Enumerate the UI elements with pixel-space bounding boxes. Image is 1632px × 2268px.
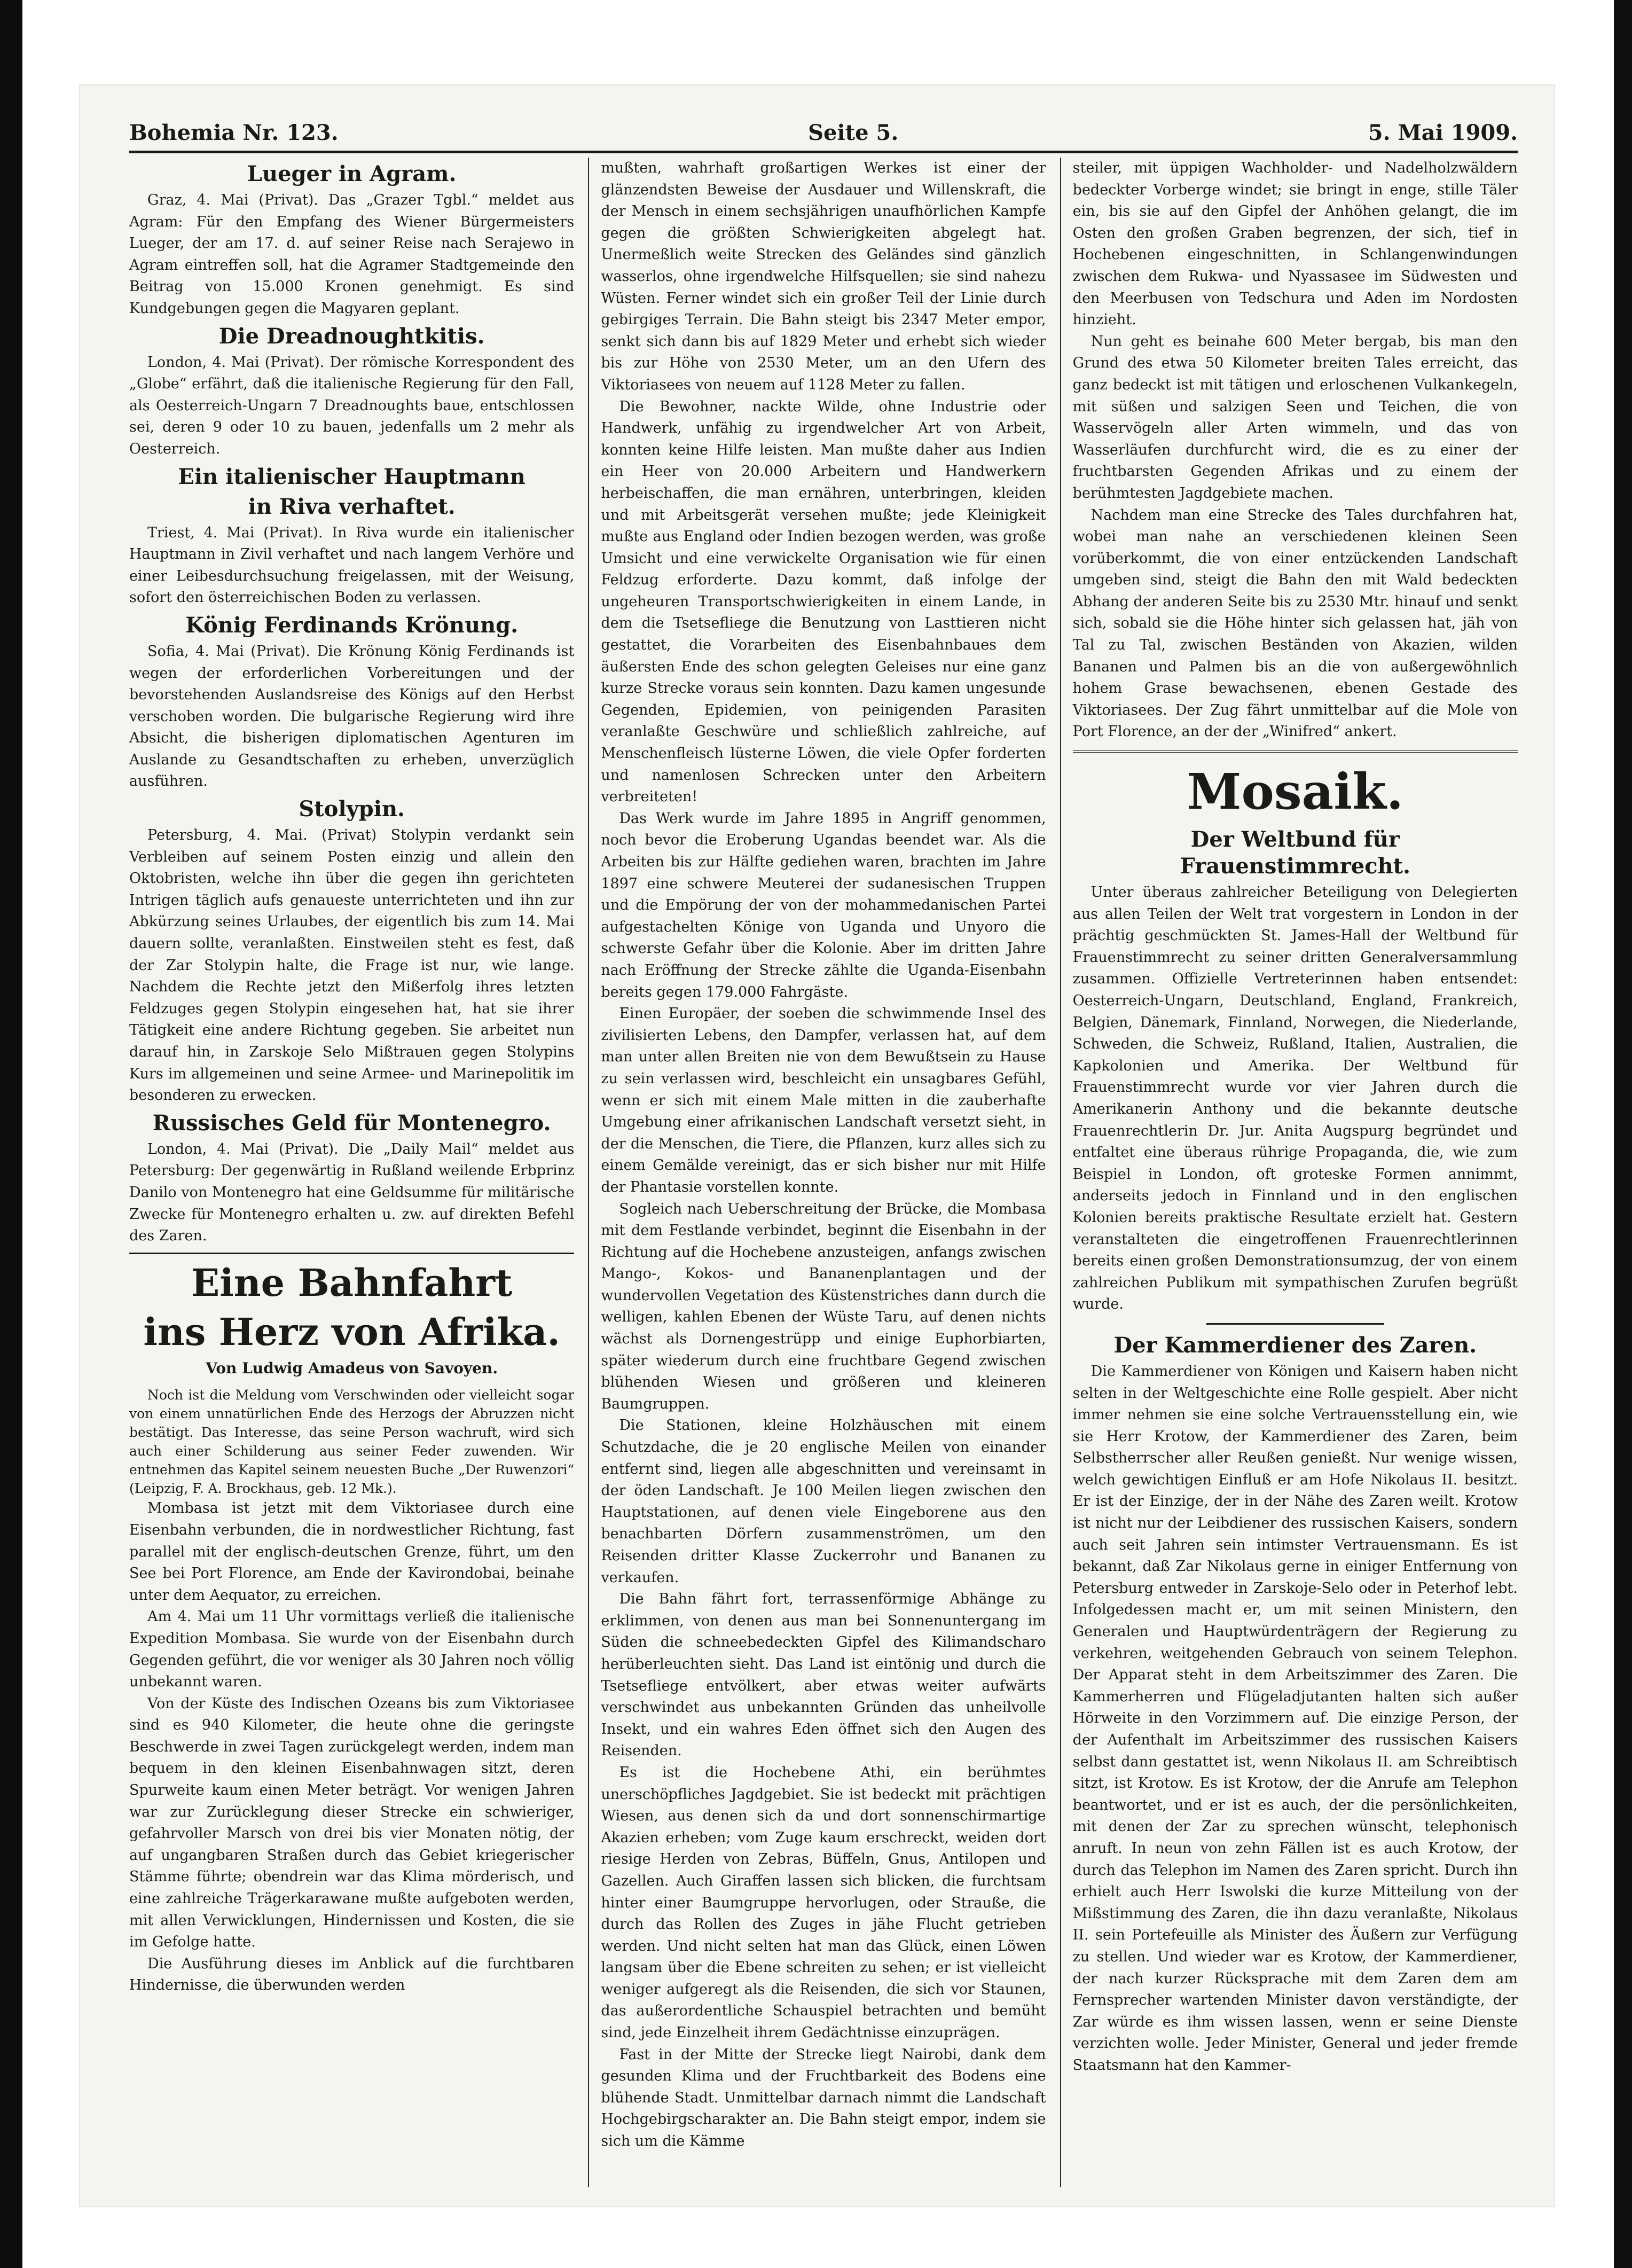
masthead-issue: Bohemia Nr. 123. — [129, 120, 339, 145]
divider — [1206, 1323, 1384, 1325]
article-koenig: Sofia, 4. Mai (Privat). Die Krönung König Ferdinands ist wegen der erforderlichen Vorbereitungen und der bevorstehenden Auslandsreise des Königs auf den Herbst verschoben worden. Die bulgarische Regierung wird ihre Absicht, die bisherigen diplomatischen Agenturen im Auslande zu Gesandtschaften zu erheben, unverzüglich ausführen. — [129, 643, 575, 790]
bahn-paragraph-2: Am 4. Mai um 11 Uhr vormittags verließ die italienische Expedition Mombasa. Sie wurde von der Eisenbahn durch Gegenden geführt, die vor weniger als 30 Jahren noch völlig unbekannt waren. — [129, 1608, 575, 1691]
columns — [129, 158, 1518, 2187]
heading-dreadnought: Die Dreadnoughtkitis. — [218, 323, 485, 349]
article-dreadnought: London, 4. Mai (Privat). Der römische Korrespondent des „Globe“ erfährt, daß die italienische Regierung für den Fall, als Oesterreich-Ungarn 7 Dreadnoughts baue, entschlossen sei, deren 9 oder 10 zu bauen, jedenfalls um 2 mehr als Oesterreich. — [129, 354, 575, 457]
article-kammerdiener: Die Kammerdiener von Königen und Kaisern haben nicht selten in der Weltgeschichte eine Rolle gespielt. Aber nicht immer nehmen sie eine solche Vertrauensstellung ein, wie sie Herr Krotow, der Kammerdiener des Zaren, beim Selbstherrscher aller Reußen genießt. Nur wenige wissen, welch gewichtigen Einfluß er am Hofe Nikolaus II. besitzt. Er ist der Einzige, der in der Nähe des Zaren weilt. Krotow ist nicht nur der Leibdiener des russischen Kaisers, sondern auch seit Jahren sein intimster Vertrauensmann. Es ist bekannt, daß Zar Nikolaus gerne in einiger Entfernung von Petersburg entweder in Zarskoje-Selo oder in Peterhof lebt. Infolgedessen macht er, um mit seinen Ministern, den Generalen und Hauptwürdenträgern der Regierung zu verkehren, weitgehenden Gebrauch von seinem Telephon. Der Apparat steht in dem Arbeitszimmer des Zaren. Die Kammerherren und Flügeladjutanten halten sich außer Hörweite in den Vorzimmern auf. Die einzige Person, der der Aufenthalt im Arbeitszimmer des russischen Kaisers selbst dann gestattet ist, wenn Nikolaus II. am Schreibtisch sitzt, ist Krotow. Es ist Krotow, der die Anrufe am Telephon beantwortet, und er ist es auch, der die persönlichkeiten, mit denen der Zar zu sprechen wünscht, telephonisch anruft. In neun von zehn Fällen ist es auch Krotow, der durch das Telephon im Namen des Zaren spricht. Durch ihn erhielt auch Herr Iswolski die kurze Mitteilung von der Mißstimmung des Zaren, die ihn dazu veranlaßte, Nikolaus II. sein Portefeuille als Minister des Äußern zur Verfügung zu stellen. Und wieder war es Krotow, der Kammerdiener, der nach kurzer Rücksprache mit dem Zaren dem am Fernsprecher wartenden Minister davon verständigte, der Zar würde es ihm wissen lassen, wenn er seine Dienste verzichten wolle. Jeder Minister, General und jeder fremde Staatsmann hat den Kammer- — [1072, 1363, 1518, 2074]
heading-bahnfahrt-1: Eine Bahnfahrt — [191, 1260, 513, 1305]
divider — [129, 1253, 574, 1254]
article-stolypin: Petersburg, 4. Mai. (Privat) Stolypin verdankt sein Verbleiben auf seinem Posten einzig und allein den Oktobristen, welche ihn über die gegen ihn gerichteten Intrigen täglich aufs genaueste unterrichteten und ihn zur Abkürzung seines Urlaubes, der eigentlich bis zum 14. Mai dauern sollte, veranlaßten. Einstweilen steht es fest, daß der Zar Stolypin halte, die Frage ist nur, wie lange. Nachdem die Rechte jetzt den Mißerfolg ihres letzten Feldzuges gegen Stolypin eingesehen hat, hat sie ihrer Tätigkeit eine andere Richtung gegeben. Sie arbeitet nun darauf hin, in Zarskoje Selo Mißtrauen gegen Stolypins Kurs im allgemeinen und seine Armee- und Marinepolitik im besonderen zu erwecken. — [129, 827, 575, 1104]
bahn-paragraph-11: Die Bahn fährt fort, terrassenförmige Abhänge zu erklimmen, von denen aus man bei Sonnenuntergang im Süden die schneebedeckten Gipfel des Kilimandscharo herüberleuchten sieht. Das Land ist eintönig und durch die Tsetsefliege entvölkert, aber etwas weiter aufwärts verschwindet aus unbekannten Gründen das unheilvolle Insekt, und ein wahres Eden öffnet sich den Augen des Reisenden. — [601, 1591, 1046, 1759]
bahn-paragraph-1: Mombasa ist jetzt mit dem Viktoriasee durch eine Eisenbahn verbunden, die in nordwestlicher Richtung, fast parallel mit der englisch-deutschen Grenze, führt, um den See bei Port Florence, am Ende der Kavirondobai, beinahe unter dem Aequator, zu erreichen. — [129, 1500, 575, 1604]
article-intro: Noch ist die Meldung vom Verschwinden oder vielleicht sogar von einem unnatürlichen Ende des Herzogs der Abruzzen nicht bestätigt. Das Interesse, das seine Person wachruft, wird sich auch einer Schilderung aus seiner Feder zuwenden. Wir entnehmen das Kapitel seinem neuesten Buche „Der Ruwenzori“ (Leipzig, F. A. Brockhaus, geb. 12 Mk.). — [129, 1387, 575, 1497]
article-geld: London, 4. Mai (Privat). Die „Daily Mail“ meldet aus Petersburg: Der gegenwärtig in Rußland weilende Erbprinz Danilo von Montenegro hat eine Geldsumme für militärische Zwecke für Montenegro erhalten u. zw. auf direkten Befehl des Zaren. — [129, 1140, 575, 1245]
bahn-paragraph-16: Nachdem man eine Strecke des Tales durchfahren hat, wobei man nahe an verschiedenen kleinen Seen vorüberkommt, die von einer entzückenden Landschaft umgeben sind, steigt die Bahn den mit Wald bedeckten Abhang der anderen Seite bis zu 2530 Mtr. hinauf und senkt sich, sobald sie die Höhe hinter sich gelassen hat, jäh von Tal zu Tal, zwischen Beständen von Akazien, wilden Bananen und Palmen bis an die von außergewöhnlich hohem Grase bewachsenen, ebenen Gestade des Viktoriasees. Der Zug fährt unmittelbar auf die Mole von Port Florence, an der der „Winifred“ ankert. — [1072, 506, 1518, 740]
article-lueger: Graz, 4. Mai (Privat). Das „Grazer Tgbl.“ meldet aus Agram: Für den Empfang des Wiener Bürgermeisters Lueger, der am 17. d. auf seiner Reise nach Serajewo in Agram eintreffen soll, hat die Agramer Stadtgemeinde den Beitrag von 15.000 Kronen genehmigt. Es sind Kundgebungen gegen die Magyaren geplant. — [129, 192, 575, 317]
column-2 — [588, 158, 1046, 2187]
bahn-paragraph-10: Die Stationen, kleine Holzhäuschen mit einem Schutzdache, die je 20 englische Meilen von einander entfernt sind, liegen alle abgeschnitten und vereinsamt in der öden Landschaft. Je 100 Meilen liegen zwischen den Hauptstationen, auf denen viele Eingeborene aus den benachbarten Dörfern zusammenströmen, um den Reisenden dritter Klasse Zuckerrohr und Bananen zu verkaufen. — [601, 1417, 1046, 1586]
bahn-paragraph-9: Sogleich nach Ueberschreitung der Brücke, die Mombasa mit dem Festlande verbindet, beginnt die Eisenbahn in der Richtung auf die Hochebene anzusteigen, anfangs zwischen Mango-, Kokos- und Bananenplantagen und der wundervollen Vegetation des Küstenstriches dann durch die welligen, kahlen Ebenen der Wüste Taru, auf denen nichts wächst als Dornengestrüpp und einige Euphorbiarten, später wiederum durch eine fruchtbare Gegend zwischen blühenden Wiesen und größeren und kleineren Baumgruppen. — [601, 1200, 1046, 1412]
column-3 — [1060, 158, 1518, 2187]
bahn-paragraph-14: steiler, mit üppigen Wachholder- und Nadelholzwäldern bedeckter Vorberge windet; sie bringt in enge, stille Täler ein, bis sie auf den Gipfel der Anhöhen gelangt, die im Osten den großen Graben begrenzen, der sich, tief in Hochebenen eingeschnitten, in Schlangenwindungen zwischen dem Rukwa- und Nyassasee im Südwesten und den Meerbusen von Tedschura und Aden im Nordosten hinzieht. — [1072, 160, 1518, 329]
byline: Von Ludwig Amadeus von Savoyen. — [206, 1359, 498, 1377]
section-divider — [1073, 750, 1518, 753]
bahn-paragraph-8: Einen Europäer, der soeben die schwimmende Insel des zivilisierten Lebens, den Dampfer, verlassen hat, auf dem man unter allen Breiten nie von dem Bewußtsein zu Hause zu sein verlassen wird, beschleicht ein unsagbares Gefühl, wenn er sich mit einem Male mitten in die zauberhafte Umgebung einer afrikanischen Landschaft versetzt sieht, in der die Menschen, die Tiere, die Pflanzen, kurz alles sich zu einem Gemälde vereinigt, das er sich bisher nur mit Hilfe der Phantasie vorstellen konnte. — [601, 1005, 1046, 1195]
masthead-page: Seite 5. — [808, 120, 899, 145]
heading-stolypin: Stolypin. — [299, 796, 405, 822]
article-weltbund: Unter überaus zahlreicher Beteiligung von Delegierten aus allen Teilen der Welt trat vorgestern in London in der prächtig geschmückten St. James-Hall der Weltbund für Frauenstimmrecht zu seiner dritten Generalversammlung zusammen. Offizielle Vertreterinnen haben entsendet: Oesterreich-Ungarn, Deutschland, England, Frankreich, Belgien, Dänemark, Finnland, Norwegen, die Niederlande, Schweden, die Schweiz, Rußland, Italien, Australien, die Kapkolonien und Amerika. Der Weltbund für Frauenstimmrecht wurde vor vier Jahren durch die Amerikanerin Anthony und die bekannte deutsche Frauenrechtlerin Dr. Jur. Anita Augspurg begründet und entfaltet eine überaus rührige Propaganda, die, wie zum Beispiel in London, oft groteske Formen annimmt, anderseits jedoch in Finnland und in den englischen Kolonien bereits praktische Resultate erzielt hat. Gestern veranstalteten die eingetroffenen Frauenrechtlerinnen bereits einen großen Demonstrationsumzug, der von einem zahlreichen Publikum mit sympathischen Zurufen begrüßt wurde. — [1072, 884, 1518, 1313]
heading-hauptmann-1: Ein italienischer Hauptmann — [178, 464, 525, 489]
bahn-paragraph-12: Es ist die Hochebene Athi, ein berühmtes unerschöpfliches Jagdgebiet. Sie ist bedeckt mit prächtigen Wiesen, aus denen sich da und dort sonnenschirmartige Akazien erheben; vom Zuge kaum erschreckt, weiden dort riesige Herden von Zebras, Büffeln, Gnus, Antilopen und Gazellen. Auch Giraffen lassen sich blicken, die furchtsam hinter einer Baumgruppe hervorlugen, oder Strauße, die durch das Rollen des Zuges in jähe Flucht getrieben werden. Und nicht selten hat man das Glück, einen Löwen langsam über die Ebene schreiten zu sehen; er ist vielleicht weniger aufgeregt als die Reisenden, die sich vor Staunen, das außerordentliche Schauspiel betrachten und bemüht sind, jede Einzelheit ihrem Gedächtnisse einzuprägen. — [601, 1764, 1046, 2042]
bahn-paragraph-6: Die Bewohner, nackte Wilde, ohne Industrie oder Handwerk, unfähig zu irgendwelcher Art von Arbeit, konnten keine Hilfe leisten. Man mußte daher aus Indien ein Heer von 20.000 Arbeitern und Handwerkern herbeischaffen, die man ernähren, unterbringen, kleiden und mit Arbeitsgerät versehen mußte; jede Kleinigkeit mußte aus England oder Indien bezogen werden, was große Umsicht und eine verwickelte Organisation wie für einen Feldzug erforderte. Dazu kommt, daß infolge der ungeheuren Transportschwierigkeiten in einem Lande, in dem die Tsetsefliege die Benutzung von Lasttieren nicht gestattet, die Vorarbeiten des Eisenbahnbaues dem äußersten Ende des schon gelegten Geleises nur eine ganz kurze Strecke voraus sein konnten. Dazu kamen ungesunde Gegenden, Epidemien, von peinigenden Parasiten veranlaßte Geschwüre und schließlich zahlreiche, auf Menschenfleisch lüsterne Löwen, die viele Opfer forderten und namenlosen Schrecken unter den Arbeitern verbreiteten! — [601, 398, 1046, 805]
scan-edge-right — [1614, 0, 1632, 2268]
heading-koenig: König Ferdinands Krönung. — [185, 612, 519, 638]
heading-lueger: Lueger in Agram. — [247, 161, 457, 186]
bahn-paragraph-15: Nun geht es beinahe 600 Meter bergab, bis man den Grund des etwa 50 Kilometer breiten Tales erreicht, das ganz bedeckt ist mit tätigen und erloschenen Vulkankegeln, mit süßen und salzigen Seen und Teichen, die von Wasservögeln aller Arten wimmeln, und das von Wasserläufen durchfurcht wird, die es zu einer der fruchtbarsten Gegenden Afrikas und zu einem der berühmtesten Jagdgebiete machen. — [1072, 333, 1518, 502]
newspaper-page — [80, 85, 1554, 2206]
masthead — [129, 108, 1518, 153]
bahn-paragraph-13: Fast in der Mitte der Strecke liegt Nairobi, dank dem gesunden Klima und der Fruchtbarkeit des Bodens eine blühende Stadt. Unmittelbar darnach nimmt die Landschaft Hochgebirgscharakter an. Die Bahn steigt empor, indem sie sich um die Kämme — [601, 2046, 1046, 2150]
bahn-paragraph-3: Von der Küste des Indischen Ozeans bis zum Viktoriasee sind es 940 Kilometer, die heute ohne die geringste Beschwerde in zwei Tagen zurückgelegt werden, indem man bequem in den kleinen Eisenbahnwagen sitzt, deren Spurweite kaum einen Meter beträgt. Vor wenigen Jahren war zur Zurücklegung dieser Strecke ein schwieriger, gefahrvoller Marsch von drei bis vier Monaten nötig, der auf ungangbaren Straßen durch das Gebiet kriegerischer Stämme führte; obendrein war das Klima mörderisch, und eine zahlreiche Trägerkarawane mußte aufgeboten werden, mit allen Verwicklungen, Hindernissen und Kosten, die sie im Gefolge hatte. — [129, 1695, 575, 1951]
heading-hauptmann-2: in Riva verhaftet. — [248, 494, 456, 519]
article-hauptmann: Triest, 4. Mai (Privat). In Riva wurde ein italienischer Hauptmann in Zivil verhaftet und nach langem Verhöre und einer Leibesdurchsuchung freigelassen, mit der Weisung, sofort den österreichischen Boden zu verlassen. — [129, 524, 575, 606]
scan-edge-left — [0, 0, 22, 2268]
masthead-date: 5. Mai 1909. — [1368, 120, 1518, 145]
heading-mosaik: Mosaik. — [1187, 763, 1403, 821]
bahn-paragraph-4: Die Ausführung dieses im Anblick auf die furchtbaren Hindernisse, die überwunden werden — [129, 1955, 575, 1994]
heading-geld: Russisches Geld für Montenegro. — [152, 1110, 551, 1136]
column-1 — [129, 158, 574, 2187]
heading-weltbund: Der Weltbund für Frauenstimmrecht. — [1180, 827, 1411, 879]
heading-kammerdiener: Der Kammerdiener des Zaren. — [1113, 1332, 1477, 1358]
heading-bahnfahrt-2: ins Herz von Afrika. — [143, 1309, 560, 1354]
bahn-paragraph-5: mußten, wahrhaft großartigen Werkes ist einer der glänzendsten Beweise der Ausdauer und Willenskraft, die der Mensch in einem sechsjährigen unaufhörlichen Kampfe gegen die größten Schwierigkeiten abgelegt hat. Unermeßlich weite Strecken des Geländes sind gänzlich wasserlos, ohne irgendwelche Hilfsquellen; sie sind nahezu Wüsten. Ferner windet sich ein großer Teil der Linie durch gebirgiges Terrain. Die Bahn steigt bis 2347 Meter empor, senkt sich dann bis auf 1829 Meter und erhebt sich wieder bis zur Höhe von 2530 Meter, um an den Ufern des Viktoriasees von neuem auf 1128 Meter zu fallen. — [601, 160, 1046, 393]
bahn-paragraph-7: Das Werk wurde im Jahre 1895 in Angriff genommen, noch bevor die Eroberung Ugandas beendet war. Als die Arbeiten bis zur Hälfte gediehen waren, brachten im Jahre 1897 eine schwere Meuterei der sudanesischen Truppen und die Empörung der von der mohammedanischen Partei aufgestachelten Könige von Uganda und Unyoro die schwerste Gefahr über die Kolonie. Aber im dritten Jahre nach Eröffnung der Strecke zählte die Uganda-Eisenbahn bereits gegen 179.000 Fahrgäste. — [601, 810, 1046, 1000]
